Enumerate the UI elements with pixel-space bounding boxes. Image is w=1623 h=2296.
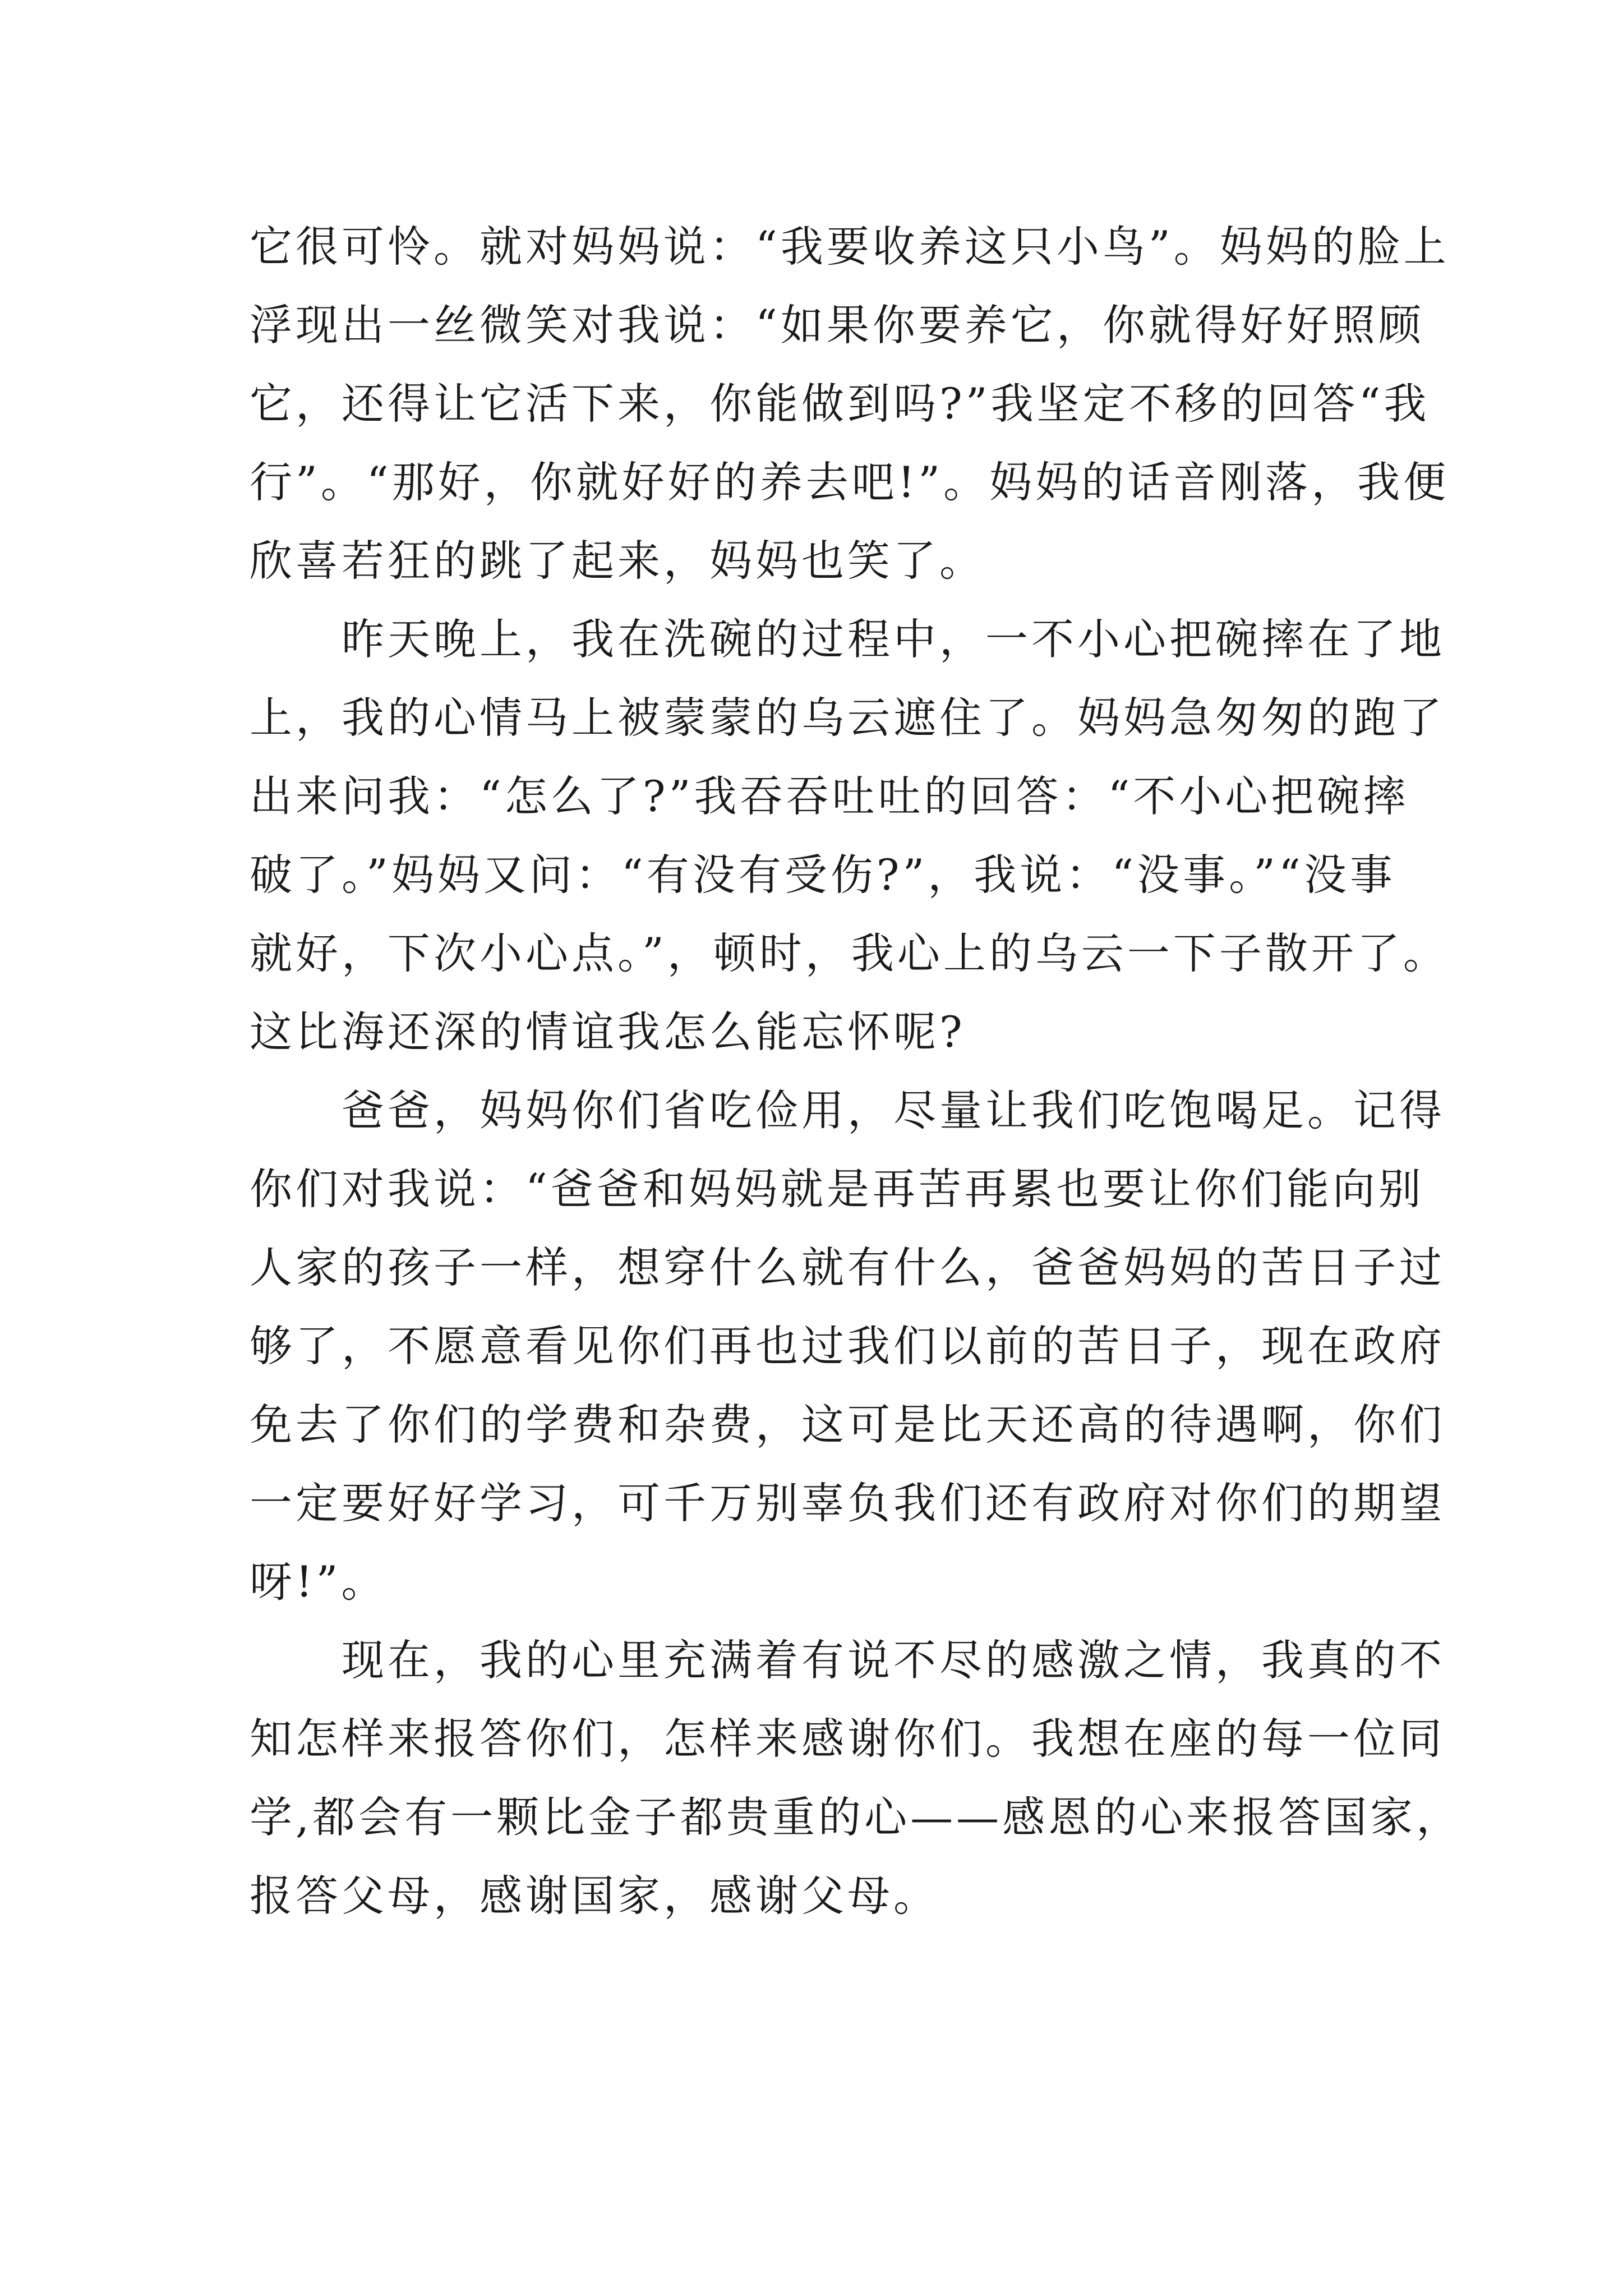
text-line: 一定要好好学习，可千万别辜负我们还有政府对你们的期望 [250,1478,1445,1528]
text-line: 够了，不愿意看见你们再也过我们以前的苦日子，现在政府 [250,1321,1445,1371]
text-line: 知怎样来报答你们，怎样来感谢你们。我想在座的每一位同 [250,1714,1445,1764]
text-line: 上，我的心情马上被蒙蒙的乌云遮住了。妈妈急匆匆的跑了 [250,693,1445,743]
document-body [250,208,1463,1935]
paragraph-first-line: 现在，我的心里充满着有说不尽的感激之情，我真的不 [342,1635,1445,1685]
text-line: 浮现出一丝微笑对我说：“如果你要养它，你就得好好照顾 [250,300,1424,350]
text-line: 免去了你们的学费和杂费，这可是比天还高的待遇啊，你们 [250,1400,1445,1450]
paragraph-first-line: 昨天晚上，我在洗碗的过程中，一不小心把碗摔在了地 [342,614,1445,664]
paragraph-first-line: 爸爸，妈妈你们省吃俭用，尽量让我们吃饱喝足。记得 [342,1085,1445,1135]
text-line: 呀!”。 [250,1557,388,1607]
text-line: 你们对我说：“爸爸和妈妈就是再苦再累也要让你们能向别 [250,1164,1424,1214]
text-line: 人家的孩子一样，想穿什么就有什么，爸爸妈妈的苦日子过 [250,1243,1445,1292]
text-line: 行”。“那好，你就好好的养去吧!”。妈妈的话音刚落，我便 [250,457,1450,507]
text-line: 它，还得让它活下来，你能做到吗?”我坚定不移的回答“我 [250,379,1430,429]
text-line: 就好，下次小心点。”，顿时，我心上的乌云一下子散开了。 [250,928,1449,978]
text-line: 报答父母，感谢国家，感谢父母。 [250,1871,939,1921]
text-line: 出来问我：“怎么了?”我吞吞吐吐的回答：“不小心把碗摔 [250,771,1409,821]
text-line: 学,都会有一颗比金子都贵重的心——感恩的心来报答国家， [250,1792,1463,1842]
text-line: 这比海还深的情谊我怎么能忘怀呢? [250,1007,966,1057]
text-line: 它很可怜。就对妈妈说：“我要收养这只小鸟”。妈妈的脸上 [250,222,1450,272]
text-line: 欣喜若狂的跳了起来，妈妈也笑了。 [250,536,985,586]
text-line: 破了。”妈妈又问：“有没有受伤?”，我说：“没事。”“没事 [250,850,1396,900]
